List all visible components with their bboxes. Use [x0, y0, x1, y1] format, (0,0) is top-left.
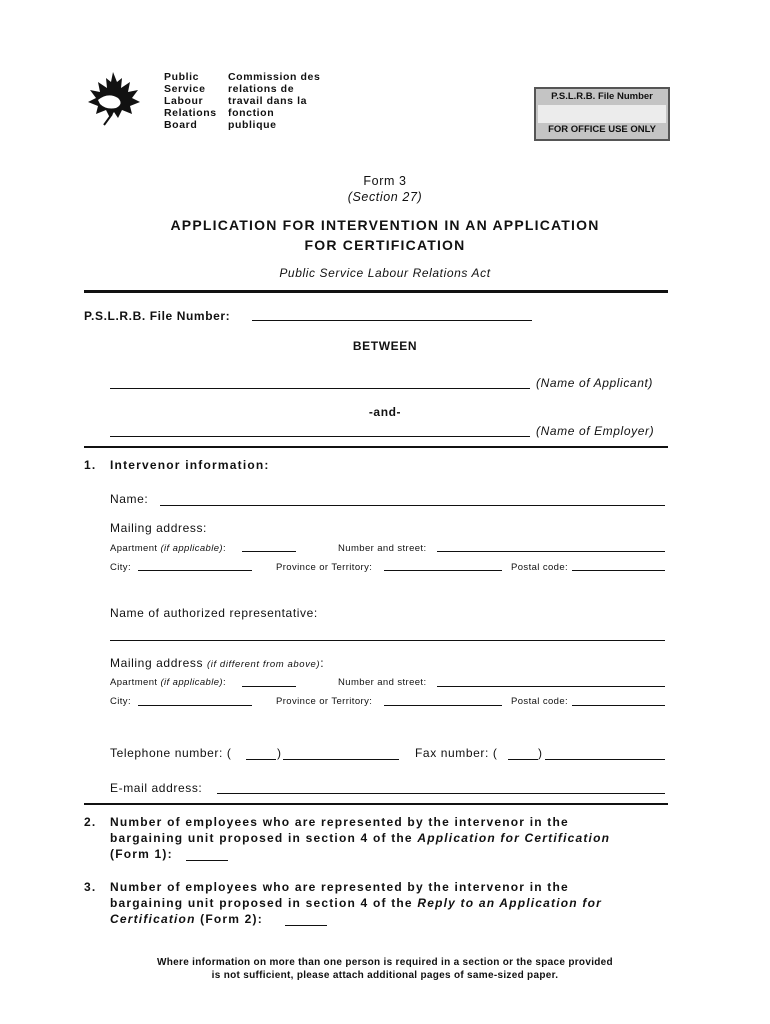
apartment-field[interactable] — [242, 540, 296, 552]
postal-code2-field[interactable] — [572, 694, 665, 706]
agency-name-fr — [228, 71, 320, 131]
apartment2-label: Apartment (if applicable): — [110, 677, 227, 688]
form-title-line2: FOR CERTIFICATION — [304, 237, 466, 253]
form-title-line1: APPLICATION FOR INTERVENTION IN AN APPLICATION — [170, 217, 600, 233]
city-field[interactable] — [138, 559, 252, 571]
agency-line: travail dans la — [228, 95, 308, 107]
maple-leaf-logo — [84, 70, 142, 126]
province-field[interactable] — [384, 559, 502, 571]
agency-line: Service — [164, 83, 206, 95]
intervenor-name-label: Name: — [110, 492, 149, 506]
street-field[interactable] — [437, 540, 665, 552]
office-use-file-box — [534, 87, 670, 141]
form-section: (Section 27) — [347, 190, 423, 204]
province2-label: Province or Territory: — [276, 696, 373, 707]
street-label: Number and street: — [338, 543, 427, 554]
street2-field[interactable] — [437, 675, 665, 687]
agency-name-en — [164, 71, 217, 131]
telephone-area-code-field[interactable] — [246, 745, 276, 760]
street2-label: Number and street: — [338, 677, 427, 688]
section2-line2: bargaining unit proposed in section 4 of the Application for Certification — [110, 831, 611, 845]
between-label: BETWEEN — [352, 339, 418, 353]
apartment2-field[interactable] — [242, 675, 296, 687]
city-label: City: — [110, 562, 131, 573]
agency-line: publique — [228, 119, 277, 131]
postal-code-label: Postal code: — [511, 562, 569, 573]
postal-code2-label: Postal code: — [511, 696, 569, 707]
employer-name-field[interactable] — [110, 422, 530, 437]
act-name: Public Service Labour Relations Act — [279, 266, 491, 280]
section3-line3: Certification (Form 2): — [110, 912, 263, 926]
intervenor-name-field[interactable] — [160, 491, 665, 506]
footer-note-line2: is not sufficient, please attach additional pages of same-sized paper. — [211, 970, 559, 981]
fax-label: Fax number: ( — [415, 746, 498, 760]
section3-number: 3. — [84, 880, 97, 894]
telephone-number-field[interactable] — [283, 745, 399, 760]
file-number-label: P.S.L.R.B. File Number: — [84, 309, 231, 323]
apartment-label: Apartment (if applicable): — [110, 543, 227, 554]
section2-line1: Number of employees who are represented by the intervenor in the — [110, 815, 569, 829]
agency-line: relations de — [228, 83, 295, 95]
and-label: -and- — [368, 405, 402, 419]
applicant-name-label: (Name of Applicant) — [536, 376, 653, 390]
file-box-title: P.S.L.R.B. File Number — [551, 91, 653, 102]
postal-code-field[interactable] — [572, 559, 665, 571]
fax-close-paren: ) — [538, 746, 543, 760]
fax-area-code-field[interactable] — [508, 745, 538, 760]
divider — [84, 803, 668, 805]
province-label: Province or Territory: — [276, 562, 373, 573]
section2-count-field[interactable] — [186, 846, 228, 861]
province2-field[interactable] — [384, 694, 502, 706]
agency-line: Labour — [164, 95, 204, 107]
email-label: E-mail address: — [110, 781, 203, 795]
section3-line1: Number of employees who are represented by the intervenor in the — [110, 880, 569, 894]
telephone-label: Telephone number: ( — [110, 746, 232, 760]
agency-line: Public — [164, 71, 200, 83]
section3-line2: bargaining unit proposed in section 4 of the Reply to an Application for — [110, 896, 602, 910]
section2-number: 2. — [84, 815, 97, 829]
divider — [84, 290, 668, 293]
fax-number-field[interactable] — [545, 745, 665, 760]
file-box-note: FOR OFFICE USE ONLY — [548, 124, 656, 135]
employer-name-label: (Name of Employer) — [536, 424, 655, 438]
section2-line3: (Form 1): — [110, 847, 173, 861]
agency-line: Relations — [164, 107, 217, 119]
file-number-field[interactable] — [252, 306, 532, 321]
city2-field[interactable] — [138, 694, 252, 706]
mailing-address-label: Mailing address: — [110, 521, 207, 535]
mailing-address2-label: Mailing address (if different from above): — [110, 656, 325, 670]
applicant-name-field[interactable] — [110, 374, 530, 389]
divider — [84, 446, 668, 448]
city2-label: City: — [110, 696, 131, 707]
agency-line: Commission des — [228, 71, 321, 83]
agency-line: fonction — [228, 107, 275, 119]
file-box-field — [538, 105, 666, 123]
section1-title: Intervenor information: — [110, 458, 270, 472]
section1-number: 1. — [84, 458, 97, 472]
email-field[interactable] — [217, 779, 665, 794]
form-number: Form 3 — [363, 174, 407, 188]
section3-count-field[interactable] — [285, 911, 327, 926]
representative-field[interactable] — [110, 626, 665, 641]
agency-line: Board — [164, 119, 198, 131]
telephone-close-paren: ) — [277, 746, 282, 760]
footer-note-line1: Where information on more than one person is required in a section or the space provided — [157, 957, 613, 968]
representative-label: Name of authorized representative: — [110, 606, 318, 620]
